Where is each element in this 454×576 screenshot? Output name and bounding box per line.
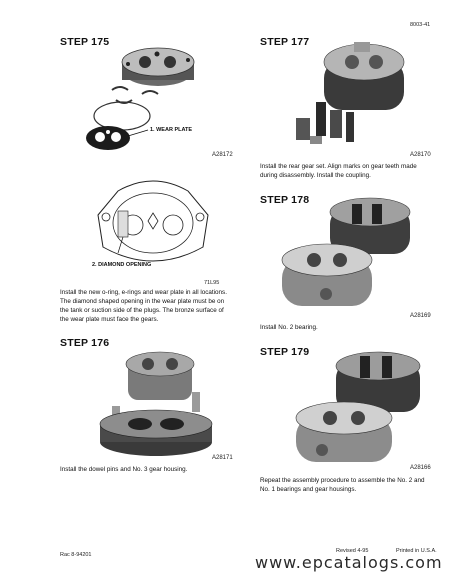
step-176-caption — [60, 465, 250, 474]
diagram-caption — [60, 288, 250, 324]
watermark: www.epcatalogs.com — [255, 553, 443, 572]
step-179-title: STEP 179 — [260, 346, 310, 358]
step-178-caption — [260, 323, 450, 332]
document-number: 8003-41 — [410, 22, 431, 28]
footer-printed: Printed in U.S.A. — [396, 548, 437, 554]
step-175-wear-plate-figure — [80, 48, 230, 158]
caption-line: The diamond shaped opening in the wear plate must be on — [60, 298, 225, 305]
step-178-title: STEP 178 — [260, 194, 310, 206]
caption-line: No. 1 bearings and gear housings. — [260, 486, 357, 493]
step-179-assembly-photo — [296, 352, 426, 470]
step-177-caption — [260, 162, 450, 180]
step-177-title: STEP 177 — [260, 36, 310, 48]
caption-line: the wear plate must face the gears. — [60, 316, 159, 323]
step-179-figure-id: A28166 — [410, 465, 431, 471]
step-175-figure-id: A28172 — [212, 152, 233, 158]
step-175-title: STEP 175 — [60, 36, 110, 48]
step-176-figure-id: A28171 — [212, 455, 233, 461]
caption-line: Install the dowel pins and No. 3 gear housing. — [60, 466, 188, 473]
caption-line: Repeat the assembly procedure to assemble the No. 2 and — [260, 477, 425, 484]
step-176-title: STEP 176 — [60, 337, 110, 349]
caption-line: Install No. 2 bearing. — [260, 324, 318, 331]
footer-left: Rac 8-94201 — [60, 552, 92, 558]
diagram-figure-id: 71L95 — [204, 280, 220, 286]
step-177-rear-gear-set-photo — [296, 40, 416, 150]
caption-line: the tank or suction side of the plugs. The bronze surface of — [60, 307, 224, 314]
step-178-figure-id: A28169 — [410, 313, 431, 319]
footer-revised: Revised 4-95 — [336, 548, 369, 554]
step-177-figure-id: A28170 — [410, 152, 431, 158]
wear-plate-callout: 1. WEAR PLATE — [150, 127, 193, 133]
caption-line: during disassembly. Install the coupling. — [260, 172, 371, 179]
step-178-bearing-photo — [282, 198, 422, 318]
caption-line: Install the rear gear set. Align marks on gear teeth made — [260, 163, 417, 170]
step-179-caption — [260, 476, 450, 494]
diamond-opening-callout: 2. DIAMOND OPENING — [92, 262, 152, 268]
caption-line: Install the new o-ring, e-rings and wear plate in all locations. — [60, 289, 227, 296]
step-176-gear-housing-photo — [92, 352, 222, 457]
